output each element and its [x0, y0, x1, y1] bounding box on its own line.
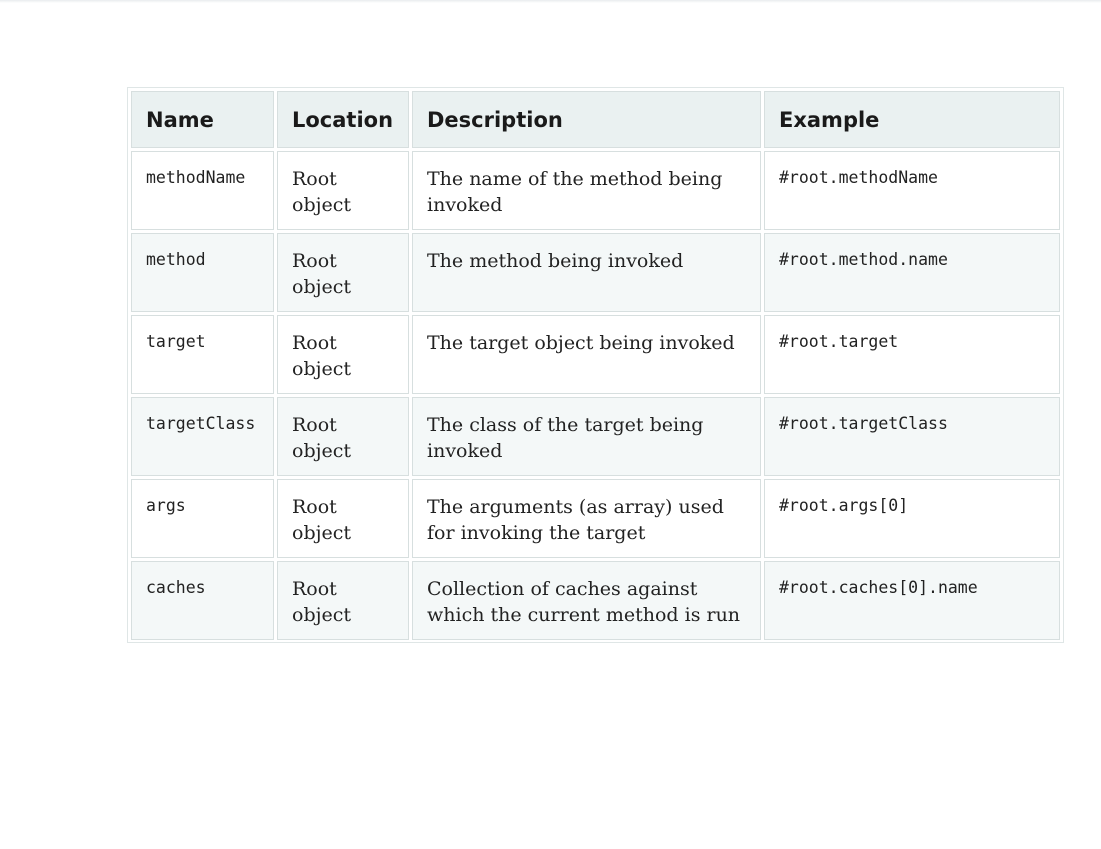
cell-example: #root.targetClass: [764, 397, 1060, 476]
cell-name: target: [131, 315, 274, 394]
cell-name: method: [131, 233, 274, 312]
cell-description: The method being invoked: [412, 233, 761, 312]
header-name: Name: [131, 91, 274, 148]
cell-example: #root.methodName: [764, 151, 1060, 230]
cell-location: Root object: [277, 561, 409, 640]
header-example: Example: [764, 91, 1060, 148]
cell-location: Root object: [277, 479, 409, 558]
table-row: [131, 151, 1060, 230]
top-shadow: [0, 0, 1101, 3]
cell-location: Root object: [277, 315, 409, 394]
table-row: [131, 479, 1060, 558]
cell-name: caches: [131, 561, 274, 640]
cell-description: The class of the target being invoked: [412, 397, 761, 476]
table-row: [131, 315, 1060, 394]
cell-location: Root object: [277, 151, 409, 230]
cell-description: The arguments (as array) used for invoking the target: [412, 479, 761, 558]
header-row: [131, 91, 1060, 148]
header-description: Description: [412, 91, 761, 148]
cell-description: The name of the method being invoked: [412, 151, 761, 230]
header-location: Location: [277, 91, 409, 148]
cell-example: #root.target: [764, 315, 1060, 394]
cell-location: Root object: [277, 397, 409, 476]
cell-name: methodName: [131, 151, 274, 230]
root-object-table: [127, 87, 1064, 643]
table-row: [131, 561, 1060, 640]
cell-description: Collection of caches against which the current method is run: [412, 561, 761, 640]
table: [128, 88, 1063, 643]
cell-name: args: [131, 479, 274, 558]
table-row: [131, 397, 1060, 476]
cell-location: Root object: [277, 233, 409, 312]
cell-example: #root.method.name: [764, 233, 1060, 312]
cell-example: #root.caches[0].name: [764, 561, 1060, 640]
cell-example: #root.args[0]: [764, 479, 1060, 558]
cell-name: targetClass: [131, 397, 274, 476]
table-row: [131, 233, 1060, 312]
cell-description: The target object being invoked: [412, 315, 761, 394]
